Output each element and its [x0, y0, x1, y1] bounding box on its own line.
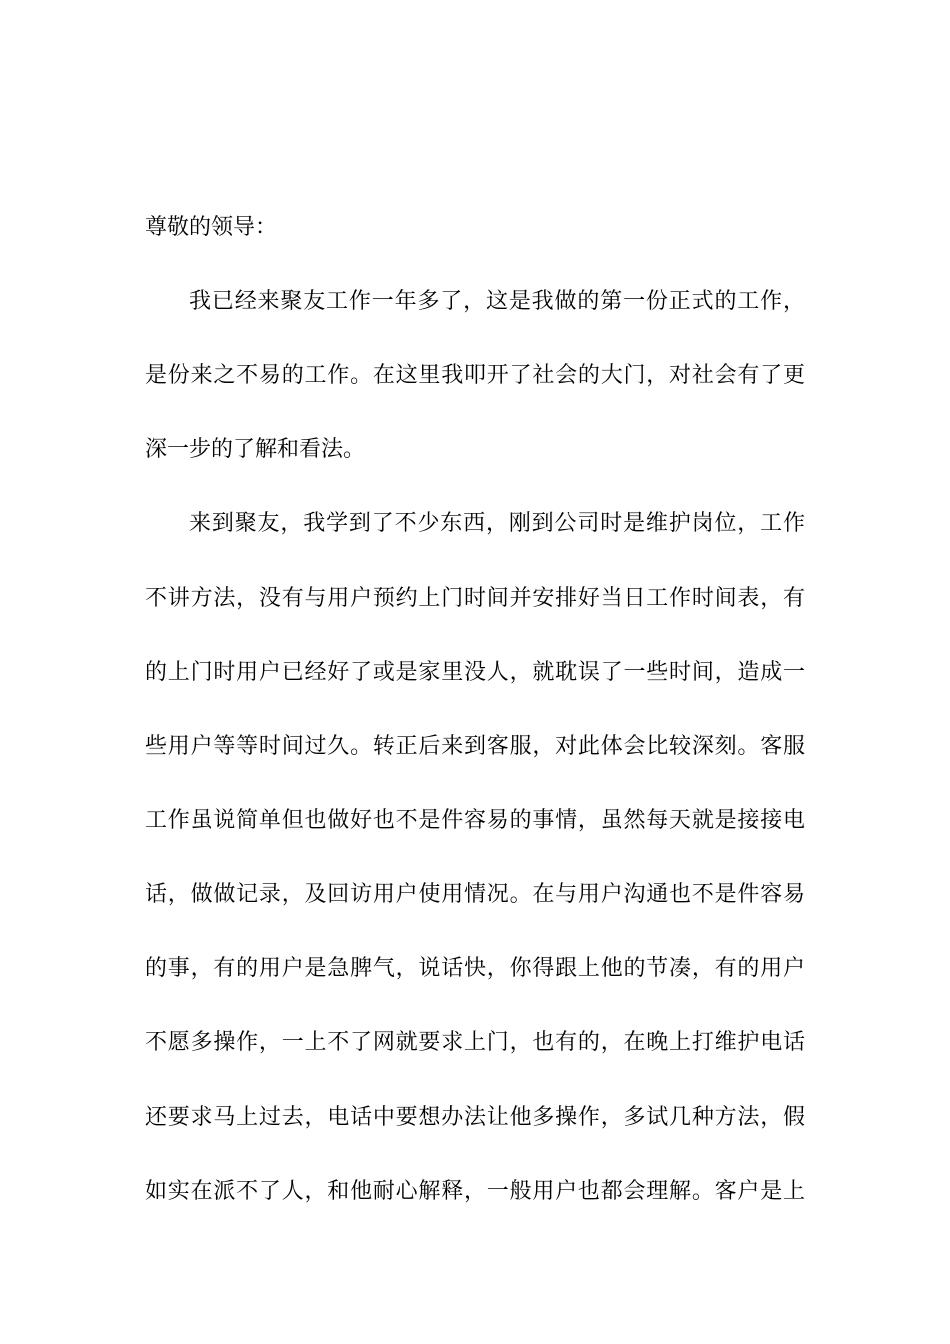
paragraph-2-line-3: 的上门时用户已经好了或是家里没人，就耽误了一些时间，造成一 [145, 660, 805, 685]
paragraph-2-line-2: 不讲方法，没有与用户预约上门时间并安排好当日工作时间表，有 [145, 586, 805, 611]
paragraph-2-line-9: 还要求马上过去，电话中要想办法让他多操作，多试几种方法，假 [145, 1105, 805, 1130]
paragraph-1-line-3: 深一步的了解和看法。 [145, 437, 366, 462]
salutation: 尊敬的领导： [145, 215, 278, 240]
paragraph-2-line-7: 的事，有的用户是急脾气，说话快，你得跟上他的节凑，有的用户 [145, 956, 805, 981]
paragraph-2-line-8: 不愿多操作，一上不了网就要求上门，也有的，在晚上打维护电话 [145, 1030, 805, 1055]
paragraph-1-line-2: 是份来之不易的工作。在这里我叩开了社会的大门，对社会有了更 [145, 363, 805, 388]
paragraph-2-line-6: 话，做做记录，及回访用户使用情况。在与用户沟通也不是件容易 [145, 882, 805, 907]
paragraph-2-line-4: 些用户等等时间过久。转正后来到客服，对此体会比较深刻。客服 [145, 734, 805, 759]
paragraph-2-line-5: 工作虽说简单但也做好也不是件容易的事情，虽然每天就是接接电 [145, 808, 805, 833]
paragraph-1-line-1: 我已经来聚友工作一年多了，这是我做的第一份正式的工作， [189, 289, 805, 314]
paragraph-2-line-10: 如实在派不了人，和他耐心解释，一般用户也都会理解。客户是上 [145, 1179, 805, 1204]
paragraph-2-line-1: 来到聚友，我学到了不少东西，刚到公司时是维护岗位，工作 [189, 511, 805, 536]
